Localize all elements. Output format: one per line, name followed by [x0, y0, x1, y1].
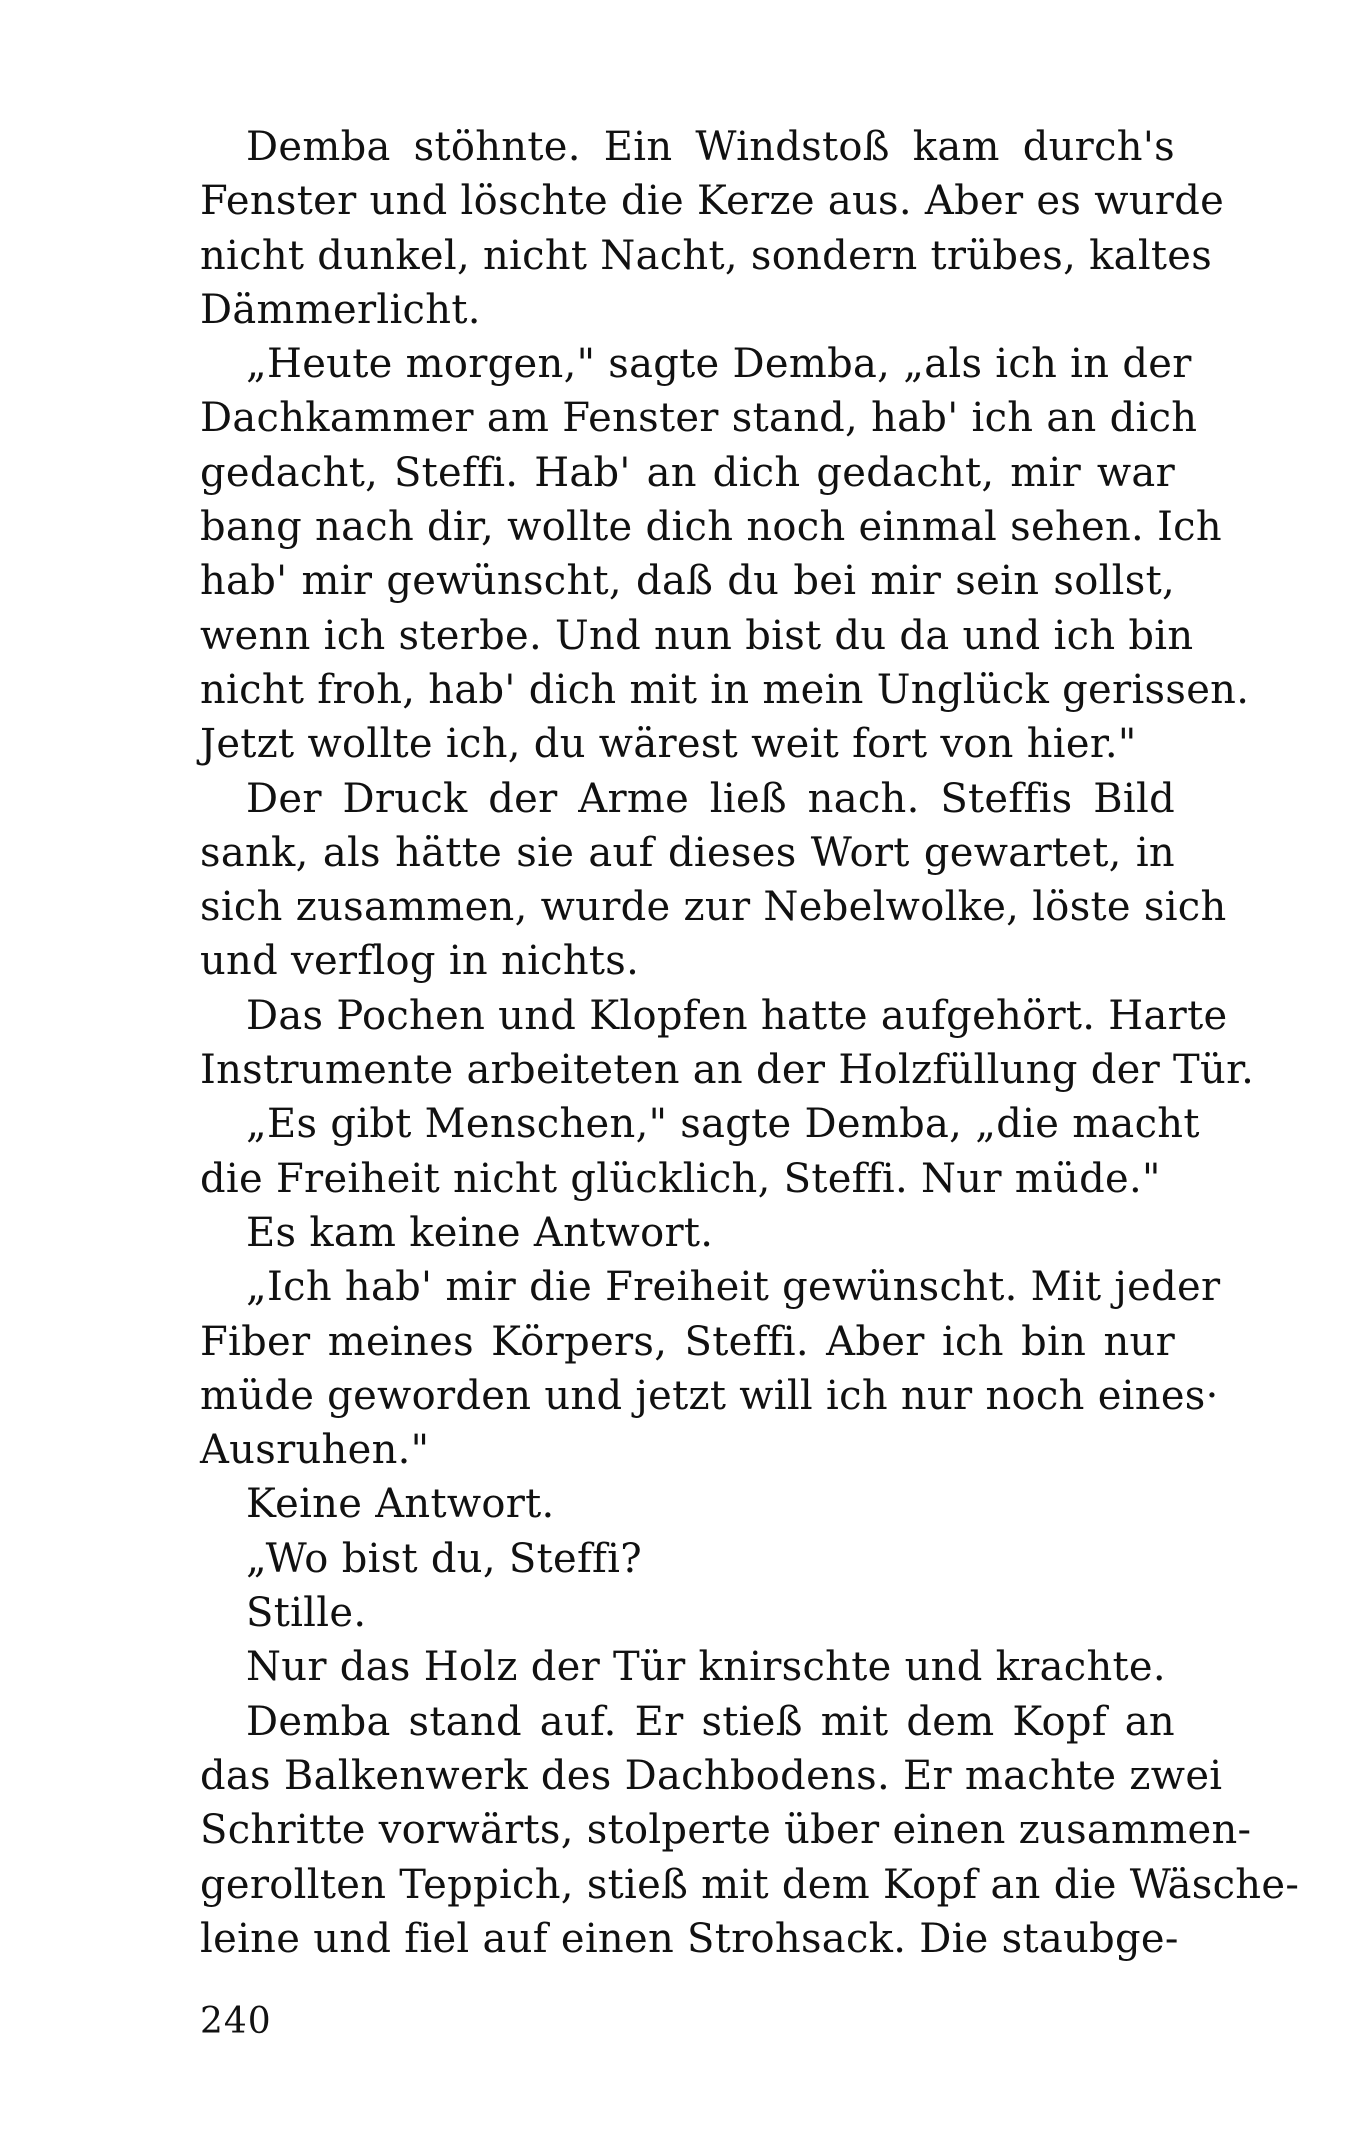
text-line-14: sank, als hätte sie auf dieses Wort gewartet, in [200, 829, 1175, 876]
text-line-34: leine und fiel auf einen Strohsack. Die staubge- [200, 1915, 1179, 1962]
text-line-22: „Ich hab' mir die Freiheit gewünscht. Mit jeder [246, 1264, 1221, 1311]
text-line-33: gerollten Teppich, stieß mit dem Kopf an die Wäsche- [200, 1861, 1300, 1908]
text-line-15: sich zusammen, wurde zur Nebelwolke, löste sich [200, 884, 1227, 931]
text-line-31: das Balkenwerk des Dachbodens. Er machte zwei [200, 1752, 1223, 1799]
text-line-20: die Freiheit nicht glücklich, Steffi. Nur müde." [200, 1155, 1161, 1202]
text-line-26: Keine Antwort. [246, 1481, 555, 1528]
text-line-25: Ausruhen." [200, 1427, 430, 1474]
text-line-7: gedacht, Steffi. Hab' an dich gedacht, mir war [200, 449, 1175, 496]
body-text [200, 120, 1300, 1966]
text-line-5: „Heute morgen," sagte Demba, „als ich in der [246, 341, 1192, 388]
text-line-10: wenn ich sterbe. Und nun bist du da und ich bin [200, 612, 1194, 659]
text-line-4: Dämmerlicht. [200, 286, 481, 333]
text-line-27: „Wo bist du, Steffi? [246, 1535, 642, 1582]
page-number: 240 [200, 2001, 272, 2042]
text-line-21: Es kam keine Antwort. [246, 1209, 714, 1256]
text-line-18: Instrumente arbeiteten an der Holzfüllung der Tür. [200, 1047, 1255, 1094]
text-line-11: nicht froh, hab' dich mit in mein Unglück gerissen. [200, 666, 1250, 713]
text-line-16: und verflog in nichts. [200, 938, 640, 985]
text-line-19: „Es gibt Menschen," sagte Demba, „die macht [246, 1101, 1200, 1148]
text-line-8: bang nach dir, wollte dich noch einmal sehen. Ich [200, 504, 1222, 551]
text-line-9: hab' mir gewünscht, daß du bei mir sein sollst, [200, 558, 1175, 605]
text-line-3: nicht dunkel, nicht Nacht, sondern trübes, kaltes [200, 232, 1213, 279]
text-line-32: Schritte vorwärts, stolperte über einen zusammen- [200, 1807, 1252, 1854]
text-line-23: Fiber meines Körpers, Steffi. Aber ich bin nur [200, 1318, 1175, 1365]
text-line-17: Das Pochen und Klopfen hatte aufgehört. Harte [246, 992, 1228, 1039]
text-line-13: Der Druck der Arme ließ nach. Steffis Bild [246, 775, 1175, 822]
text-line-6: Dachkammer am Fenster stand, hab' ich an dich [200, 395, 1198, 442]
text-line-28: Stille. [246, 1590, 367, 1637]
text-line-24: müde geworden und jetzt will ich nur noch eines· [200, 1372, 1219, 1419]
text-line-12: Jetzt wollte ich, du wärest weit fort von hier." [200, 721, 1137, 768]
text-line-29: Nur das Holz der Tür knirschte und krachte. [246, 1644, 1166, 1691]
text-line-2: Fenster und löschte die Kerze aus. Aber es wurde [200, 178, 1225, 225]
text-line-30: Demba stand auf. Er stieß mit dem Kopf an [246, 1698, 1175, 1745]
text-line-1: Demba stöhnte. Ein Windstoß kam durch's [246, 124, 1175, 170]
